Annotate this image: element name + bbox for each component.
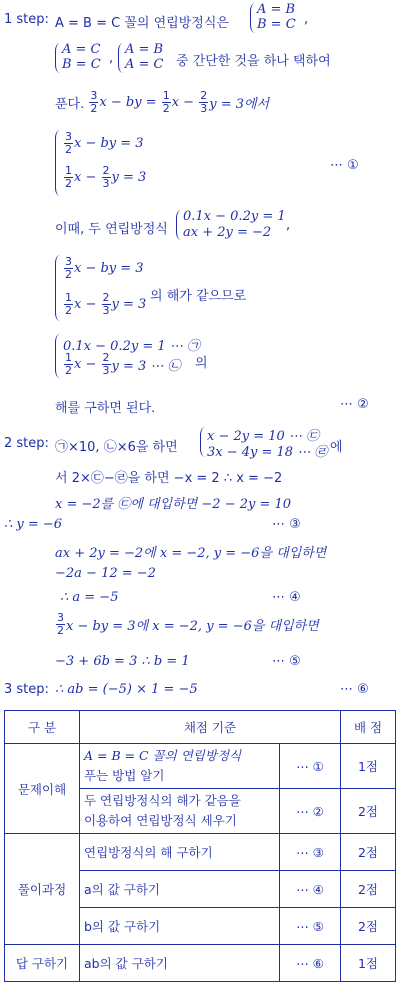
brace bbox=[176, 210, 182, 240]
criteria-cell: a의 값 구하기 bbox=[80, 871, 280, 908]
header-category: 구 분 bbox=[5, 711, 80, 744]
mark-5: ⋯ ⑤ bbox=[272, 654, 301, 669]
mark-cell: ⋯ ③ bbox=[280, 834, 341, 871]
eq1b: $\frac{1}{2}$ x − $\frac{2}{3}$ y = 3 bbox=[65, 164, 147, 190]
brace bbox=[200, 427, 206, 457]
step2-sys-eq1: x − 2y = 10 ⋯ ㉢ bbox=[207, 429, 320, 444]
score-cell: 1점 bbox=[341, 744, 396, 789]
criteria-cell: 두 연립방정식의 해가 같음을 이용하여 연립방정식 세우기 bbox=[80, 789, 280, 834]
eq3b: $\frac{1}{2}$ x − $\frac{2}{3}$ y = 3 ⋯ ㉡ bbox=[65, 351, 181, 377]
sys2-eq1: 0.1x − 0.2y = 1 bbox=[183, 209, 286, 224]
group-understanding: 문제이해 bbox=[5, 744, 80, 834]
step3-text: ∴ ab = (−5) × 1 = −5 bbox=[55, 682, 198, 697]
eq2b: $\frac{1}{2}$ x − $\frac{2}{3}$ y = 3 bbox=[65, 291, 147, 317]
comma: , bbox=[304, 12, 309, 27]
brace bbox=[55, 334, 61, 378]
step2-line8: $\frac{3}{2}$ x − by = 3에 x = −2, y = −6을 대입하면 bbox=[57, 611, 319, 637]
same-sol-text: 의 해가 같으므로 bbox=[150, 289, 247, 304]
table-header-row bbox=[5, 711, 396, 744]
mark-cell: ⋯ ① bbox=[280, 744, 341, 789]
solve-mid: x − by = bbox=[99, 94, 157, 110]
mark-cell: ⋯ ⑤ bbox=[280, 908, 341, 945]
sys-b-eq2: B = C bbox=[62, 57, 101, 72]
fraction-3-2: $\frac{3}{2}$ bbox=[90, 89, 98, 115]
mark-cell: ⋯ ④ bbox=[280, 871, 341, 908]
step2-line2: 서 2×㉢−㉣을 하면 −x = 2 ∴ x = −2 bbox=[55, 471, 283, 486]
score-cell: 2점 bbox=[341, 871, 396, 908]
sys-b-eq1: A = C bbox=[62, 42, 101, 57]
step2-text1: ㉠×10, ㉡×6을 하면 bbox=[55, 440, 178, 455]
step2-line4: ∴ y = −6 bbox=[4, 517, 63, 532]
comma: , bbox=[109, 51, 114, 66]
step2-line6: −2a − 12 = −2 bbox=[55, 566, 156, 581]
score-cell: 2점 bbox=[341, 789, 396, 834]
step2-line9: −3 + 6b = 3 ∴ b = 1 bbox=[55, 654, 190, 669]
table-row bbox=[5, 834, 396, 871]
eq3-suffix: 의 bbox=[195, 356, 208, 371]
sys-a-eq2: B = C bbox=[257, 17, 296, 32]
sys-c-eq2: A = C bbox=[125, 57, 164, 72]
step2-label: 2 step: bbox=[4, 436, 49, 451]
step1-label: 1 step: bbox=[4, 12, 49, 27]
mark-2: ⋯ ② bbox=[340, 397, 369, 412]
then-text: 이때, 두 연립방정식 bbox=[55, 222, 168, 237]
mark-cell: ⋯ ② bbox=[280, 789, 341, 834]
step2-text1-end: 에 bbox=[330, 440, 343, 455]
step2-line3: x = −2를 ㉢에 대입하면 −2 − 2y = 10 bbox=[55, 497, 292, 512]
brace bbox=[250, 3, 256, 33]
eq1a: $\frac{3}{2}$ x − by = 3 bbox=[65, 130, 144, 156]
step2-line7: ∴ a = −5 bbox=[60, 590, 119, 605]
sys-c-eq1: A = B bbox=[125, 42, 164, 57]
solve-mid2: x − bbox=[171, 94, 195, 110]
sys2-eq2: ax + 2y = −2 bbox=[183, 225, 272, 240]
step2-sys-eq2: 3x − 4y = 18 ⋯ ㉣ bbox=[207, 445, 328, 460]
header-criteria: 채점 기준 bbox=[80, 711, 341, 744]
fraction-1-2: $\frac{1}{2}$ bbox=[162, 89, 170, 115]
eq2a: $\frac{3}{2}$ x − by = 3 bbox=[65, 255, 144, 281]
criteria-cell: A = B = C 꼴의 연립방정식 푸는 방법 알기 bbox=[80, 744, 280, 789]
mark-4: ⋯ ④ bbox=[272, 590, 301, 605]
fraction-2-3: $\frac{2}{3}$ bbox=[200, 89, 208, 115]
score-cell: 1점 bbox=[341, 945, 396, 982]
group-process: 풀이과정 bbox=[5, 834, 80, 945]
criteria-cell: ab의 값 구하기 bbox=[80, 945, 280, 982]
header-score: 배 점 bbox=[341, 711, 396, 744]
criteria-cell: 연립방정식의 해 구하기 bbox=[80, 834, 280, 871]
step3-label: 3 step: bbox=[4, 682, 49, 697]
scoring-table bbox=[4, 710, 396, 982]
solve-pre: 푼다. bbox=[55, 96, 85, 112]
mark-cell: ⋯ ⑥ bbox=[280, 945, 341, 982]
solve-end: y = 3에서 bbox=[209, 96, 270, 112]
brace bbox=[118, 43, 124, 73]
mark-1: ⋯ ① bbox=[330, 158, 359, 173]
eq3a: 0.1x − 0.2y = 1 ⋯ ㉠ bbox=[63, 339, 200, 354]
sys-a-eq1: A = B bbox=[257, 2, 296, 17]
table-row bbox=[5, 744, 396, 789]
brace bbox=[55, 255, 61, 321]
comma: , bbox=[286, 218, 291, 233]
mark-3: ⋯ ③ bbox=[272, 517, 301, 532]
score-cell: 2점 bbox=[341, 908, 396, 945]
find-text: 해를 구하면 된다. bbox=[55, 401, 156, 416]
group-answer: 답 구하기 bbox=[5, 945, 80, 982]
step1-intro: A = B = C 꼴의 연립방정식은 bbox=[55, 16, 229, 31]
solve-line bbox=[55, 90, 269, 114]
criteria-cell: b의 값 구하기 bbox=[80, 908, 280, 945]
brace bbox=[55, 43, 61, 73]
score-cell: 2점 bbox=[341, 834, 396, 871]
step2-line5: ax + 2y = −2에 x = −2, y = −6을 대입하면 bbox=[55, 546, 327, 561]
mark-6: ⋯ ⑥ bbox=[340, 682, 369, 697]
table-row bbox=[5, 945, 396, 982]
brace bbox=[55, 130, 61, 196]
choose-text: 중 간단한 것을 하나 택하여 bbox=[176, 54, 331, 69]
